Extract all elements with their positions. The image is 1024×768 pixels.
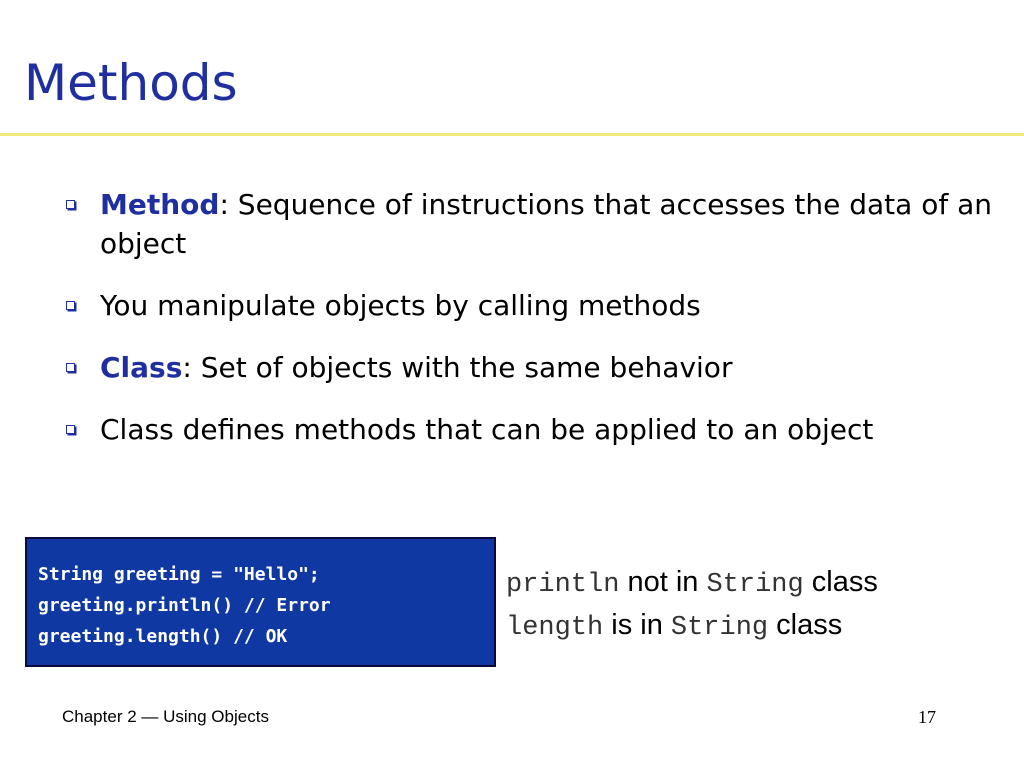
code-term: length bbox=[506, 613, 604, 643]
note-text: class bbox=[768, 609, 843, 641]
square-bullet-icon bbox=[66, 200, 75, 209]
code-line: greeting.println() // Error bbox=[38, 595, 331, 616]
bullet-text: Sequence of instructions that accesses the data of an object bbox=[100, 188, 992, 260]
chapter-topic: Using Objects bbox=[163, 707, 269, 726]
bullet-item bbox=[62, 286, 992, 325]
title-divider bbox=[0, 133, 1024, 136]
square-bullet-icon bbox=[66, 425, 75, 434]
page-number: 17 bbox=[918, 707, 936, 727]
bullet-text: Class defines methods that can be applied to an object bbox=[100, 413, 874, 446]
slide-title: Methods bbox=[24, 54, 238, 112]
bullet-list bbox=[62, 185, 992, 472]
square-bullet-icon bbox=[66, 363, 75, 372]
square-bullet-icon bbox=[66, 301, 75, 310]
bullet-item bbox=[62, 185, 992, 263]
footer-chapter bbox=[62, 707, 269, 727]
code-example-box bbox=[25, 537, 496, 667]
chapter-label: Chapter 2 bbox=[62, 707, 137, 726]
term-class: Class bbox=[100, 351, 183, 384]
code-term: String bbox=[670, 613, 769, 643]
bullet-item bbox=[62, 348, 992, 387]
term-separator: : bbox=[182, 351, 192, 384]
code-line: greeting.length() // OK bbox=[38, 626, 288, 647]
note-line bbox=[506, 605, 878, 648]
term-method: Method bbox=[100, 188, 220, 221]
note-text: is in bbox=[603, 609, 671, 641]
note-line bbox=[506, 562, 878, 605]
bullet-text: Set of objects with the same behavior bbox=[191, 351, 733, 384]
code-term: println bbox=[506, 570, 620, 600]
note-text: not in bbox=[619, 566, 707, 598]
code-notes bbox=[506, 562, 878, 648]
bullet-item bbox=[62, 410, 992, 449]
term-separator: : bbox=[219, 188, 229, 221]
code-line: String greeting = "Hello"; bbox=[38, 564, 320, 585]
code-term: String bbox=[706, 570, 804, 600]
note-text: class bbox=[803, 566, 878, 598]
bullet-text: You manipulate objects by calling methods bbox=[100, 289, 701, 322]
chapter-dash: — bbox=[136, 707, 164, 726]
